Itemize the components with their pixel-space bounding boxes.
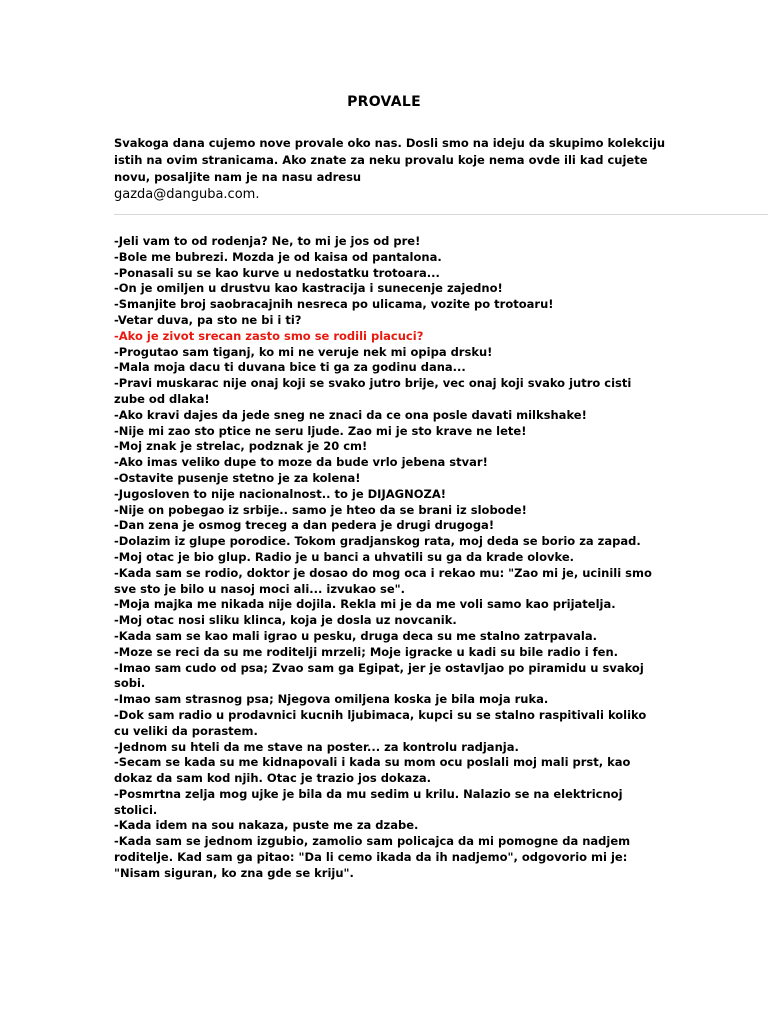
- joke-item: -Kada sam se jednom izgubio, zamolio sam policajca da mi pomogne da nadjem roditelje. Kad sam ga pitao: "Da li cemo ikada da ih nadjemo", odgovorio mi je: "Nisam siguran, ko zna gde se kriju".: [114, 834, 631, 880]
- joke-item: -Ostavite pusenje stetno je za kolena!: [114, 470, 361, 485]
- joke-item: -Moja majka me nikada nije dojila. Rekla mi je da me voli samo kao prijatelja.: [114, 597, 616, 612]
- joke-item: -Kada idem na sou nakaza, puste me za dzabe.: [114, 818, 419, 833]
- joke-item: -Nije mi zao sto ptice ne seru ljude. Zao mi je sto krave ne lete!: [114, 423, 527, 438]
- joke-item: -On je omiljen u drustvu kao kastracija i sunecenje zajedno!: [114, 281, 503, 296]
- joke-item: -Smanjite broj saobracajnih nesreca po ulicama, vozite po trotoaru!: [114, 297, 554, 312]
- joke-item: -Secam se kada su me kidnapovali i kada su mom ocu poslali moj mali prst, kao dokaz da sam kod njih. Otac je trazio jos dokaza.: [114, 755, 631, 786]
- joke-item: -Ako je zivot srecan zasto smo se rodili placuci?: [114, 328, 424, 343]
- joke-item: -Moj otac nosi sliku klinca, koja je dosla uz novcanik.: [114, 613, 457, 628]
- joke-item: -Moj otac je bio glup. Radio je u banci a uhvatili su ga da krade olovke.: [114, 549, 575, 564]
- joke-item: -Nije on pobegao iz srbije.. samo je hteo da se brani iz slobode!: [114, 502, 527, 517]
- joke-item: -Moze se reci da su me roditelji mrzeli; Moje igracke u kadi su bile radio i fen.: [114, 644, 619, 659]
- joke-item: -Vetar duva, pa sto ne bi i ti?: [114, 312, 302, 327]
- joke-item: -Dolazim iz glupe porodice. Tokom gradjanskog rata, moj deda se borio za zapad.: [114, 534, 641, 549]
- joke-item: -Mala moja dacu ti duvana bice ti ga za godinu dana...: [114, 360, 466, 375]
- joke-item: -Posmrtna zelja mog ujke je bila da mu sedim u krilu. Nalazio se na elektricnoj stolici.: [114, 786, 623, 817]
- joke-item: -Dan zena je osmog treceg a dan pedera je drugi drugoga!: [114, 518, 495, 533]
- joke-item: -Jeli vam to od rodenja? Ne, to mi je jos od pre!: [114, 234, 421, 248]
- intro-text: Svakoga dana cujemo nove provale oko nas. Dosli smo na ideju da skupimo kolekciju istih na ovim stranicama. Ako znate za neku provalu koje nema ovde ili kad cujete novu, posaljite nam je na nasu adresu: [114, 136, 666, 184]
- joke-item: -Pravi muskarac nije onaj koji se svako jutro brije, vec onaj koji svako jutro cisti zube od dlaka!: [114, 376, 632, 406]
- joke-item: -Moj znak je strelac, podznak je 20 cm!: [114, 439, 368, 454]
- joke-item: -Jugosloven to nije nacionalnost.. to je DIJAGNOZA!: [114, 486, 446, 501]
- joke-item: -Ako imas veliko dupe to moze da bude vrlo jebena stvar!: [114, 455, 488, 470]
- joke-item: -Jednom su hteli da me stave na poster... za kontrolu radjanja.: [114, 739, 519, 754]
- page-title: PROVALE: [347, 94, 421, 110]
- joke-item: -Dok sam radio u prodavnici kucnih ljubimaca, kupci su se stalno raspitivali koliko cu veliki da porastem.: [114, 707, 647, 738]
- intro-paragraph: [114, 135, 674, 203]
- joke-list: [114, 234, 654, 882]
- intro-trailing-period: .: [255, 187, 260, 202]
- joke-item: -Kada sam se rodio, doktor je dosao do mog oca i rekao mu: "Zao mi je, ucinili smo sve sto je bilo u nasoj moci ali... izvukao se".: [114, 565, 652, 596]
- divider: [114, 214, 768, 215]
- joke-item: -Imao sam strasnog psa; Njegova omiljena koska je bila moja ruka.: [114, 692, 549, 707]
- joke-item: -Progutao sam tiganj, ko mi ne veruje nek mi opipa drsku!: [114, 344, 493, 359]
- joke-item: -Ponasali su se kao kurve u nedostatku trotoara...: [114, 265, 440, 280]
- joke-item: -Kada sam se kao mali igrao u pesku, druga deca su me stalno zatrpavala.: [114, 628, 598, 643]
- joke-item: -Ako kravi dajes da jede sneg ne znaci da ce ona posle davati milkshake!: [114, 407, 587, 422]
- contact-email: gazda@danguba.com: [114, 187, 256, 202]
- joke-item: -Imao sam cudo od psa; Zvao sam ga Egipat, jer je ostavljao po piramidu u svakoj sobi.: [114, 660, 644, 691]
- joke-item: -Bole me bubrezi. Mozda je od kaisa od pantalona.: [114, 249, 442, 264]
